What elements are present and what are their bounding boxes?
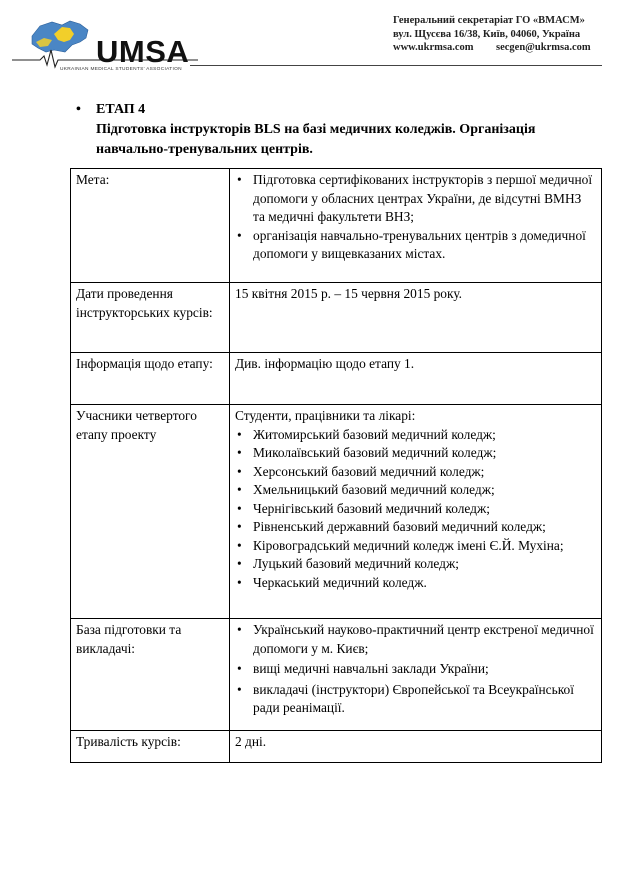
stage-subtitle: Підготовка інструкторів BLS на базі медичних коледжів. Організація навчально-тренувальних центрів. (96, 122, 536, 157)
goal-list (235, 171, 596, 264)
duration-label: Тривалість курсів: (71, 731, 230, 763)
list-item: • Черкаський медичний коледж. (253, 574, 596, 593)
base-label: База підготовки та викладачі: (71, 619, 230, 731)
list-item: • Луцький базовий медичний коледж; (253, 555, 596, 574)
contact-address: вул. Щусєва 16/38, Київ, 04060, Україна (393, 28, 581, 40)
list-item: • вищі медичні навчальні заклади України; (253, 660, 596, 679)
table-row (71, 405, 602, 619)
list-item: • викладачі (інструктори) Європейської та Всеукраїнської ради реанімації. (253, 681, 596, 718)
dates-label: Дати проведення інструкторських курсів: (71, 283, 230, 353)
participants-cell (230, 405, 602, 619)
logo-subtitle: UKRAINIAN MEDICAL STUDENTS' ASSOCIATION (60, 67, 182, 72)
list-item: • Підготовка сертифікованих інструкторів з першої медичної допомоги у обласних центрах України, де відсутні ВМНЗ та медичні факультети ВНЗ; (253, 171, 596, 227)
table-row (71, 731, 602, 763)
email-link[interactable]: secgen@ukrmsa.com (496, 42, 591, 53)
list-item: • Житомирський базовий медичний коледж; (253, 426, 596, 445)
list-item: • Український науково-практичний центр екстреної медичної допомоги у м. Києв; (253, 621, 596, 658)
list-item: • Миколаївський базовий медичний коледж; (253, 444, 596, 463)
logo-wordmark: UMSA (96, 34, 190, 69)
header-divider (190, 65, 602, 66)
table-row (71, 619, 602, 731)
stage-title: ЕТАП 4 (96, 102, 146, 117)
list-item: • Чернігівський базовий медичний коледж; (253, 500, 596, 519)
list-item: • організація навчально-тренувальних центрів з домедичної допомоги у вищевказаних містах. (253, 227, 596, 264)
letterhead (0, 0, 640, 80)
info-label: Інформація щодо етапу: (71, 353, 230, 405)
bullet-icon: • (76, 102, 81, 117)
dates-value: 15 квітня 2015 р. – 15 червня 2015 року. (230, 283, 602, 353)
participants-intro: Студенти, працівники та лікарі: (235, 408, 416, 423)
contact-org: Генеральний секретаріат ГО «ВМАСМ» (393, 15, 585, 26)
list-item: • Кіровоградський медичний коледж імені Є.Й. Мухіна; (253, 537, 596, 556)
info-value: Див. інформацію щодо етапу 1. (230, 353, 602, 405)
list-item: • Херсонський базовий медичний коледж; (253, 463, 596, 482)
goal-cell (230, 169, 602, 283)
umsa-logo (10, 12, 200, 74)
list-item: • Рівненський державний базовий медичний коледж; (253, 518, 596, 537)
participants-list (235, 426, 596, 593)
list-item: • Хмельницький базовий медичний коледж; (253, 481, 596, 500)
table-row (71, 353, 602, 405)
participants-label: Учасники четвертого етапу проекту (71, 405, 230, 619)
contact-links (393, 41, 591, 55)
website-link[interactable]: www.ukrmsa.com (393, 42, 474, 53)
table-row (71, 283, 602, 353)
base-list (235, 621, 596, 718)
goal-label: Мета: (71, 169, 230, 283)
duration-value: 2 дні. (230, 731, 602, 763)
base-cell (230, 619, 602, 731)
table-row (71, 169, 602, 283)
stage-table (70, 168, 602, 763)
contact-block (393, 14, 591, 55)
